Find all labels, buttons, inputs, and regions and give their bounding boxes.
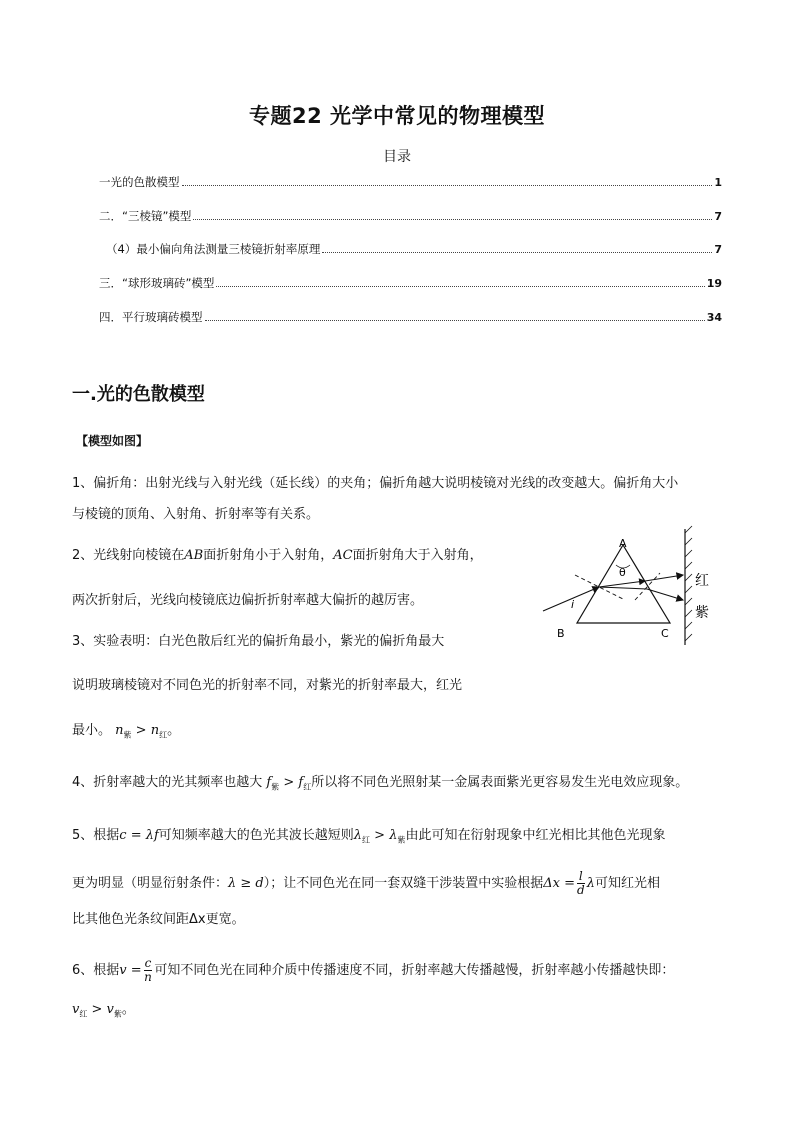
paragraph-6-line-1: 6、根据v = $\frac{c}{n}$ 可知不同色光在同种介质中传播速度不同，折射率越大传播越慢，折射率越小传播越快即： — [72, 956, 675, 984]
red-ray — [645, 575, 683, 581]
label-i: i — [571, 598, 575, 611]
screen-hatching — [685, 526, 692, 641]
paragraph-5-line-2: 更为明显（明显衍射条件：λ ≥ d）；让不同色光在同一套双缝干涉装置中实验根据Δx = $\frac{l}{d}$ λ可知红光相 — [72, 869, 660, 897]
toc-entry-page: 7 — [714, 243, 722, 256]
page-title: 专题22 光学中常见的物理模型 — [248, 104, 546, 128]
label-b: B — [557, 627, 565, 640]
label-red: 红 — [695, 573, 709, 589]
toc-leader — [216, 285, 704, 287]
formula-diffraction-condition: λ ≥ d — [228, 876, 264, 891]
paragraph-3-line-3: 最小。 $n_紫 > n_红$。 — [72, 723, 181, 740]
formula-c-lambda-f: c = λf — [119, 828, 159, 843]
formula-lambda-comparison: $\lambda_红 > \lambda_紫$ — [353, 828, 406, 845]
paragraph-3-line-1: 3、实验表明：白光色散后红光的偏折角最小，紫光的偏折角最大 — [72, 634, 445, 649]
toc-entry[interactable] — [99, 208, 722, 224]
fraction-l-over-d: $\frac{l}{d}$ — [577, 869, 585, 897]
section-heading: 一.光的色散模型 — [72, 384, 205, 405]
toc-leader — [193, 218, 712, 220]
paragraph-3-line-2: 说明玻璃棱镜对不同色光的折射率不同，对紫光的折射率最大，红光 — [72, 678, 463, 693]
toc-leader — [182, 184, 713, 186]
paragraph-4: 4、折射率越大的光其频率也越大 $f_紫 > f_红$所以将不同色光照射某一金属表面紫光更容易发生光电效应现象。 — [72, 775, 689, 792]
label-purple: 紫 — [695, 605, 709, 621]
toc-entry-label: 二．“三棱镜”模型 — [99, 209, 192, 223]
label-c: C — [661, 627, 669, 640]
toc-entry-label: （4）最小偏向角法测量三棱镜折射率原理 — [106, 242, 321, 256]
toc-entry-label: 四．平行玻璃砖模型 — [99, 310, 203, 324]
refracted-ray-inside-2 — [599, 587, 647, 589]
toc-entry[interactable] — [99, 174, 722, 190]
paragraph-2-line-2: 两次折射后，光线向棱镜底边偏折折射率越大偏折的越厉害。 — [72, 593, 424, 608]
toc-entry-label: 三．“球形玻璃砖”模型 — [99, 276, 215, 290]
toc-entry[interactable] — [106, 241, 722, 257]
paragraph-5-line-3: 比其他色光条纹间距Δx更宽。 — [72, 912, 245, 927]
formula-n-comparison: $n_紫 > n_红$ — [115, 723, 168, 740]
paragraph-1-line-2: 与棱镜的顶角、入射角、折射率等有关系。 — [72, 507, 320, 522]
section-subheading: 【模型如图】 — [76, 434, 149, 448]
refracted-ray-inside — [599, 581, 645, 587]
paragraph-6-line-2: $v_红 > v_紫$。 — [72, 1002, 135, 1019]
toc-heading: 目录 — [383, 149, 411, 165]
label-theta: θ — [619, 566, 626, 579]
toc-leader — [322, 251, 712, 253]
fraction-c-over-n: $\frac{c}{n}$ — [144, 956, 152, 984]
formula-f-comparison: $f_紫 > f_红$ — [266, 775, 312, 792]
paragraph-1-line-1: 1、偏折角：出射光线与入射光线（延长线）的夹角；偏折角越大说明棱镜对光线的改变越大。偏折角大小 — [72, 476, 679, 491]
toc-entry-label: 一光的色散模型 — [99, 175, 180, 189]
paragraph-2-line-1: 2、光线射向棱镜在AB面折射角小于入射角，AC面折射角大于入射角， — [72, 548, 483, 563]
formula-v-comparison: $v_红 > v_紫$ — [72, 1002, 122, 1019]
formula-delta-x: Δx = — [543, 876, 575, 891]
toc-entry[interactable] — [99, 275, 722, 291]
toc-entry-page: 1 — [714, 176, 722, 189]
toc-entry[interactable] — [99, 309, 722, 325]
toc-leader — [205, 319, 705, 321]
toc-entry-page: 34 — [706, 311, 722, 324]
label-a: A — [619, 537, 627, 550]
toc-entry-page: 7 — [714, 210, 722, 223]
toc-entry-page: 19 — [706, 277, 722, 290]
paragraph-5-line-1: 5、根据c = λf可知频率越大的色光其波长越短则$\lambda_红 > \lambda_紫$由此可知在衍射现象中红光相比其他色光现象 — [72, 828, 666, 845]
prism-dispersion-figure — [535, 525, 725, 650]
